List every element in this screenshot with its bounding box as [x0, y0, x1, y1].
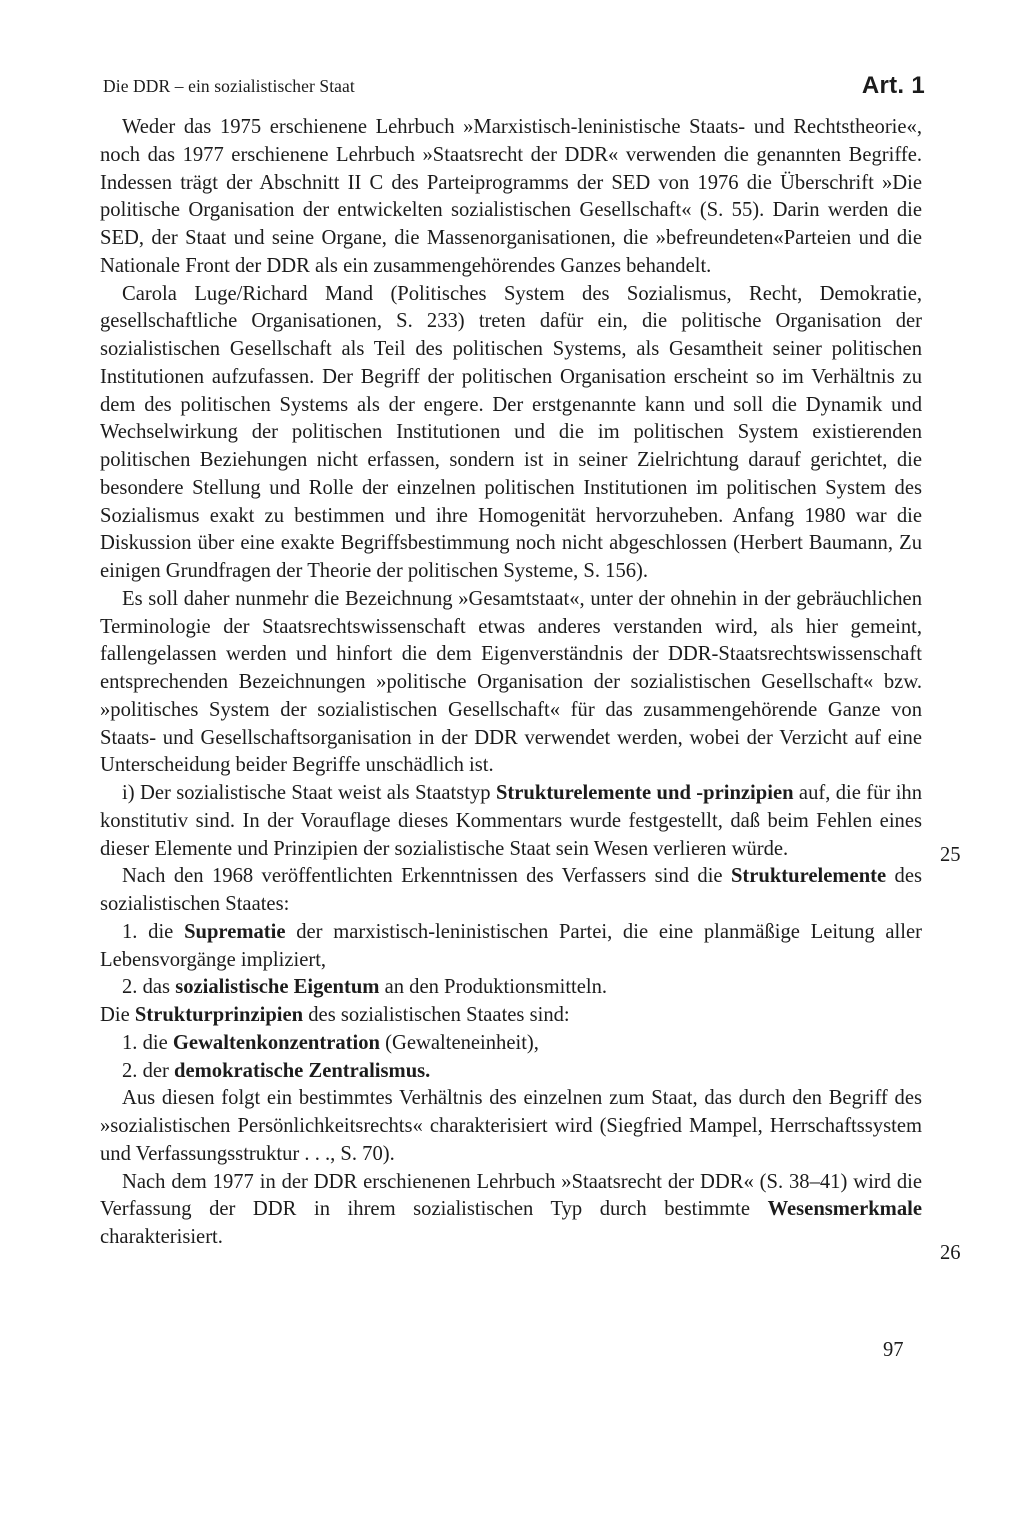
- text-run: 2. das: [122, 976, 176, 999]
- bold-term: Wesensmerkmale: [767, 1198, 922, 1221]
- running-title: Die DDR – ein sozialistischer Staat: [103, 76, 355, 96]
- paragraph: Aus diesen folgt ein bestimmtes Verhältnis des einzelnen zum Staat, das durch den Begriff des »sozialistischen Persönlichkeitsrechts« charakterisiert wird (Siegfried Mampel, Herrschaftssystem und Verfassungsstruktur . . ., S. 70).: [100, 1087, 922, 1165]
- body-text: [100, 114, 922, 1252]
- text-run: des sozialistischen Staates:: [100, 865, 922, 915]
- bold-term: Gewaltenkonzentration: [172, 1031, 380, 1054]
- text-run: Nach dem 1977 in der DDR erschienenen Lehrbuch »Staatsrecht der DDR« (S. 38–41) wird die Verfassung der DDR in ihrem sozialistischen Typ durch bestimmte: [100, 1170, 922, 1221]
- list-item: [100, 974, 922, 1002]
- margin-number-25: 25: [940, 844, 961, 866]
- text-run: charakterisiert.: [100, 1226, 223, 1248]
- bold-term: Strukturprinzipien: [134, 1004, 304, 1026]
- bold-term: Strukturelemente: [730, 865, 887, 888]
- paragraph: Carola Luge/Richard Mand (Politisches System des Sozialismus, Recht, Demokratie, gesellschaftliche Organisationen, S. 233) treten dafür ein, die politische Organisation der sozialistischen Gesellschaft als Teil des politischen Systems, als Gesamtheit seiner politischen Institutionen aufzufassen. Der Begriff der politischen Organisation erscheint so im Verhältnis zu dem des politischen Systems als der engere. Der erstgenannte kann und soll die Dynamik und Wechselwirkung der politischen Institutionen und die im politischen System existierenden politischen Beziehungen nicht erfassen, sondern ist in seiner Zielrichtung darauf gerichtet, die besondere Stellung und Rolle der einzelnen politischen Institutionen im politischen System des Sozialismus exakt zu bestimmen und ihre Homogenität hervorzuheben. Anfang 1980 war die Diskussion über eine exakte Begriffsbestimmung noch nicht abgeschlossen (Herbert Baumann, Zu einigen Grundfragen der Theorie der politischen Systeme, S. 156).: [100, 282, 922, 582]
- bold-term: Suprematie: [184, 920, 286, 943]
- running-head: [103, 72, 925, 106]
- list-item: [100, 919, 922, 975]
- text-run: 1. die: [122, 1031, 173, 1054]
- text-run: auf, die für ihn konstitutiv sind. In der Vorauflage dieses Kommentars wurde festgestellt, daß beim Fehlen eines dieser Elemente und Prinzipien der sozialistische Staat sein Wesen verlieren würde.: [100, 782, 923, 860]
- text-run: i) Der sozialistische Staat weist als Staatstyp: [122, 782, 496, 804]
- page-number: 97: [883, 1339, 904, 1361]
- text-run: Nach den 1968 veröffentlichten Erkenntnissen des Verfassers sind die: [122, 865, 731, 888]
- list-item: [100, 1058, 922, 1086]
- paragraph: [100, 1002, 922, 1030]
- bold-term: Strukturelemente und -prinzipien: [495, 782, 794, 804]
- paragraph: [100, 780, 922, 863]
- text-run: der marxistisch-leninistischen Partei, die eine planmäßige Leitung aller Lebensvorgänge impliziert,: [100, 920, 922, 971]
- text-run: an den Produktionsmitteln.: [379, 976, 608, 999]
- text-run: Die: [100, 1004, 135, 1026]
- article-number: Art. 1: [861, 72, 925, 99]
- paragraph: Es soll daher nunmehr die Bezeichnung »Gesamtstaat«, unter der ohnehin in der gebräuchlichen Terminologie der Staatsrechtswissenschaft etwas anderes verstanden wird, als hier gemeint, fallengelassen werden und hinfort die dem Eigenverständnis der DDR-Staatsrechtswissenschaft entsprechenden Bezeichnungen »politische Organisation der sozialistischen Gesellschaft« bzw. »politisches System der sozialistischen Gesellschaft« für das zusammengehörende Ganze von Staats- und Gesellschaftsorganisation in der DDR verwendet werden, wobei der Verzicht auf eine Unterscheidung beider Begriffe unschädlich ist.: [100, 587, 922, 777]
- paragraph: [100, 1169, 922, 1252]
- paragraph: [100, 863, 922, 919]
- text-run: 1. die: [122, 920, 185, 943]
- bold-term: demokratische Zentralismus.: [174, 1059, 431, 1082]
- text-run: (Gewalteneinheit),: [379, 1031, 539, 1054]
- text-run: des sozialistischen Staates sind:: [303, 1004, 570, 1026]
- margin-number-26: 26: [940, 1242, 961, 1264]
- text-run: 2. der: [122, 1059, 175, 1082]
- list-item: [100, 1030, 922, 1058]
- bold-term: sozialistische Eigentum: [175, 976, 380, 999]
- paragraph: Weder das 1975 erschienene Lehrbuch »Marxistisch-leninistische Staats- und Rechtstheorie«, noch das 1977 erschienene Lehrbuch »Staatsrecht der DDR« verwenden die genannten Begriffe. Indessen trägt der Abschnitt II C des Parteiprogramms der SED von 1976 die Überschrift »Die politische Organisation der entwickelten sozialistischen Gesellschaft« (S. 55). Darin werden die SED, der Staat und seine Organe, die Massenorganisationen, die »befreundeten«Parteien und die Nationale Front der DDR als ein zusammengehörendes Ganzes behandelt.: [100, 116, 922, 277]
